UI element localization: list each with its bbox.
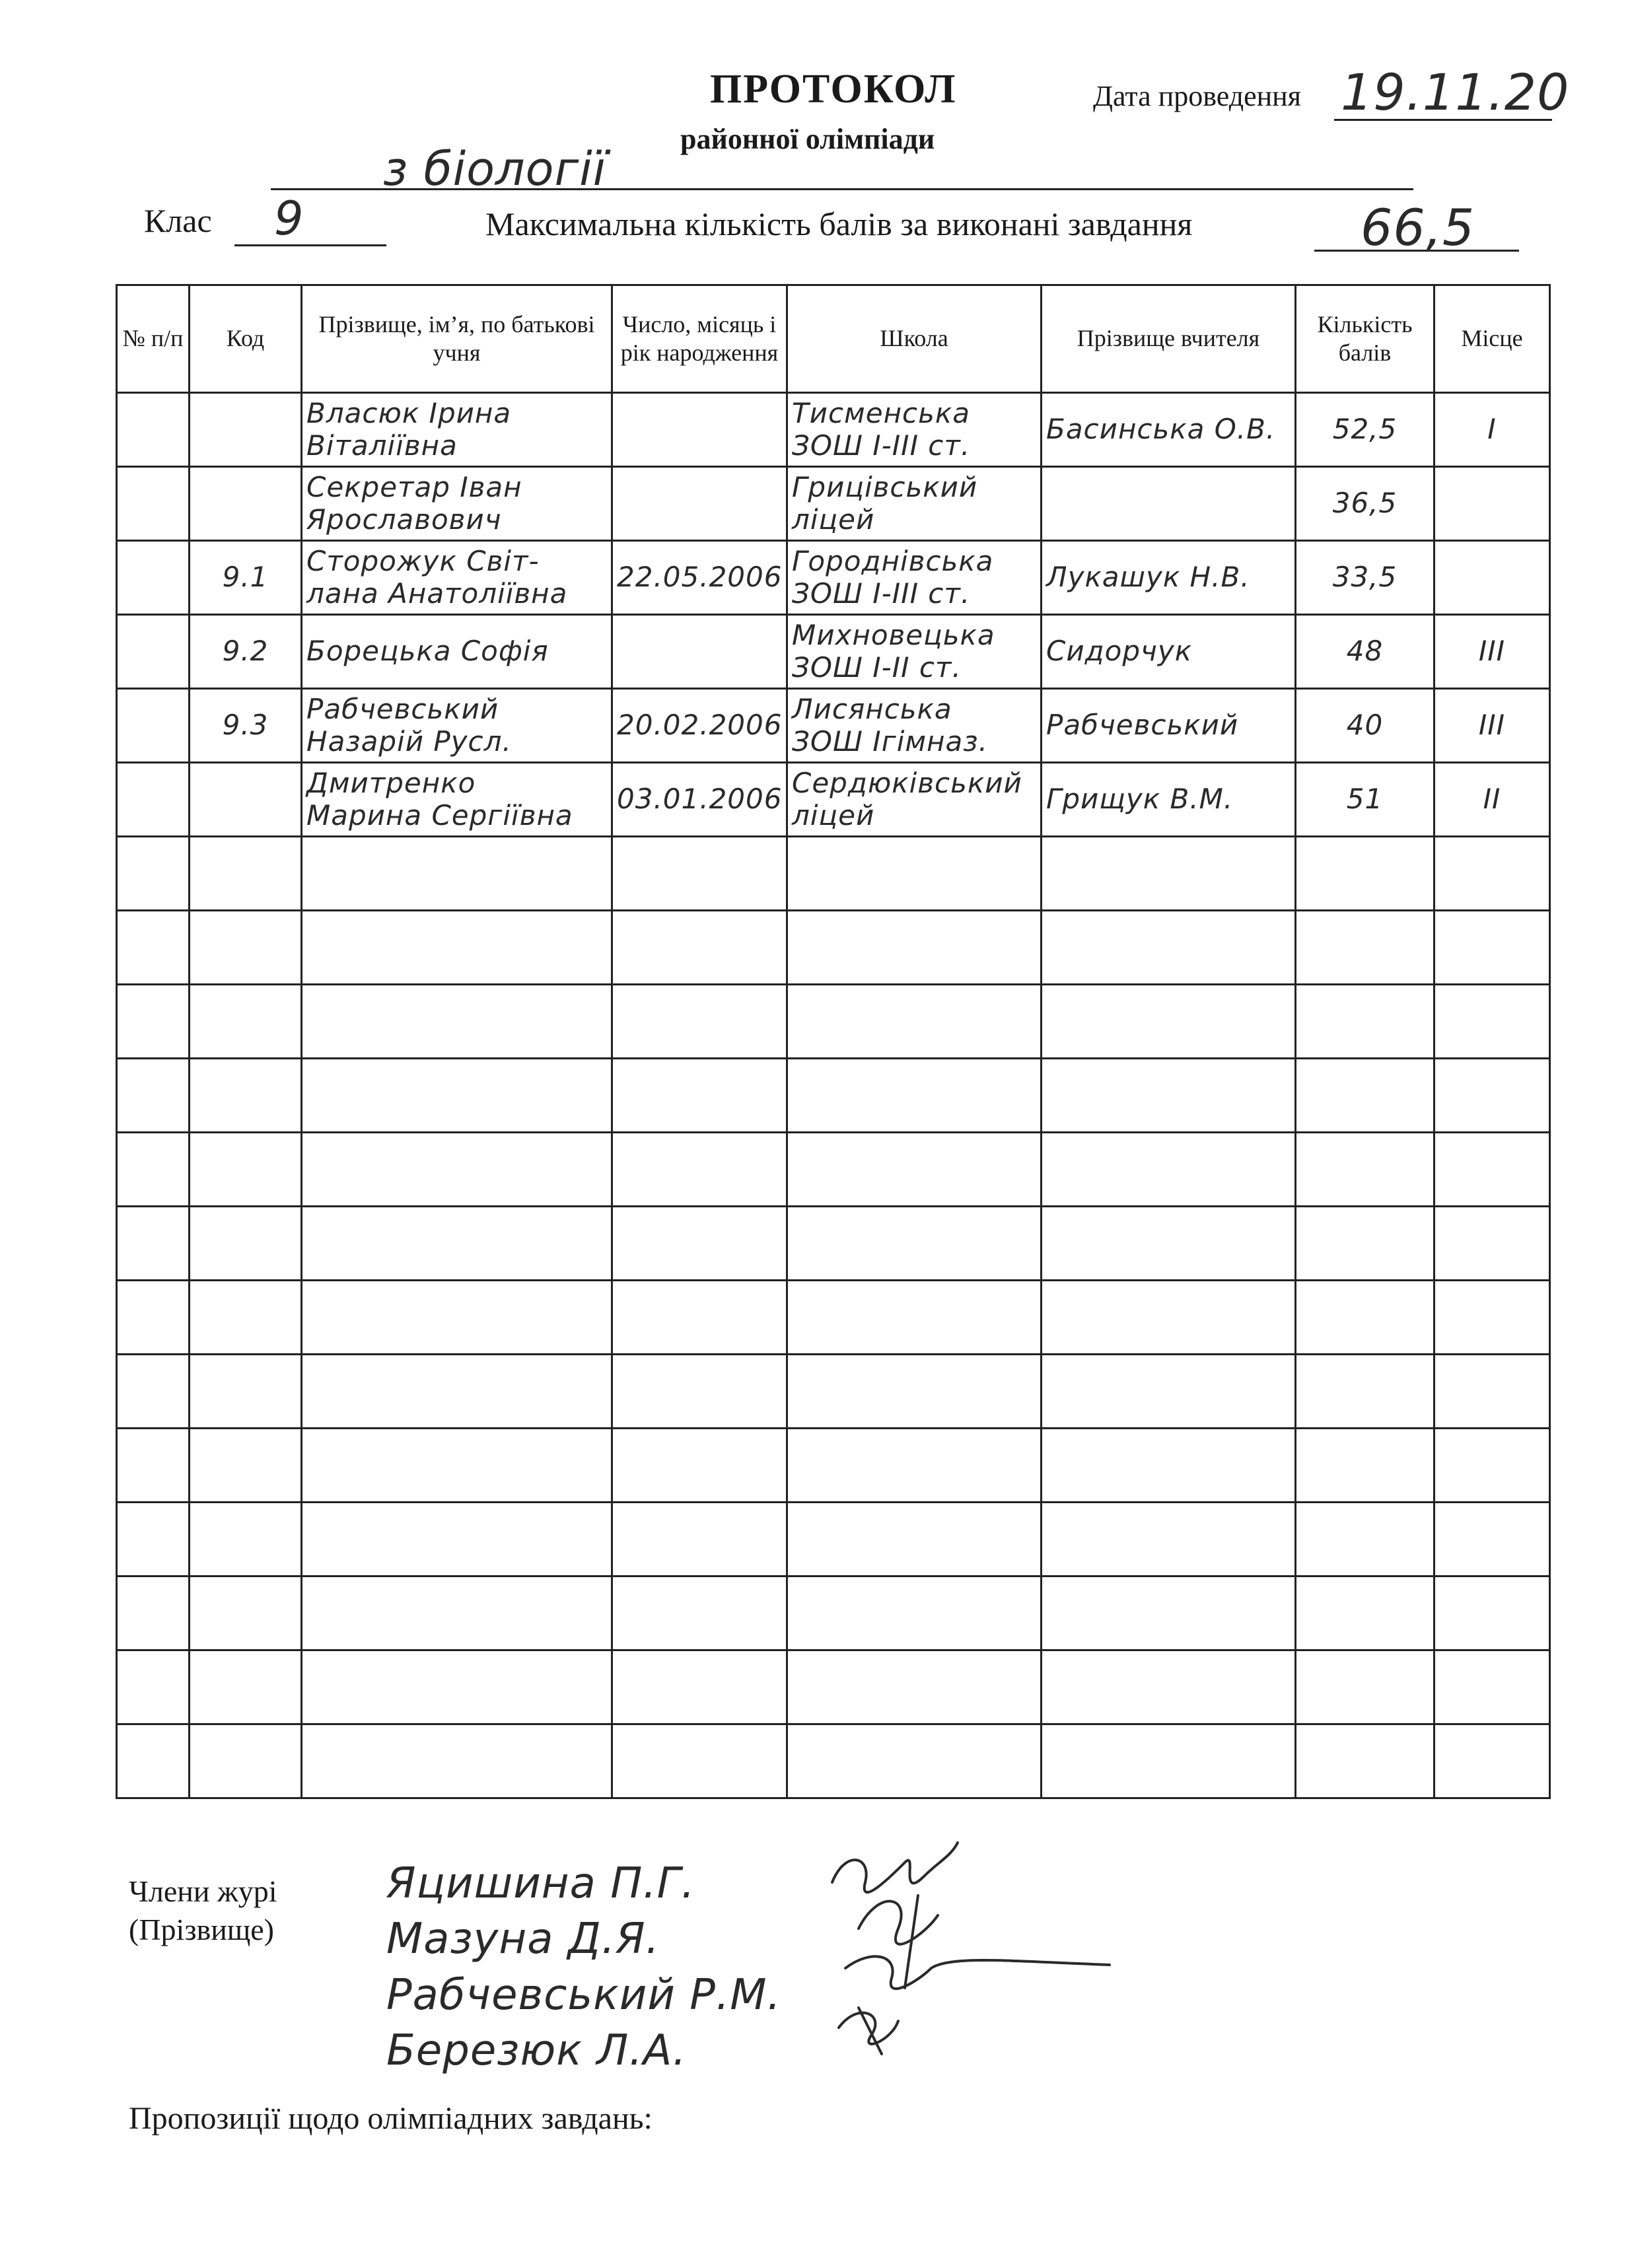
empty-cell — [1435, 911, 1550, 985]
empty-cell — [1296, 1207, 1435, 1281]
empty-cell — [787, 1059, 1042, 1133]
date-value: 19.11.20 — [1341, 63, 1570, 122]
jury-name: Яцишина П.Г. — [386, 1859, 695, 1908]
empty-table-row — [117, 837, 1550, 911]
empty-cell — [302, 1207, 612, 1281]
empty-cell — [1042, 985, 1296, 1059]
cell-school-line1: Сердюківський — [792, 767, 1022, 800]
cell-score: 48 — [1296, 615, 1435, 689]
empty-table-row — [117, 1133, 1550, 1207]
cell-name-line2: Віталіївна — [306, 429, 458, 462]
empty-cell — [787, 1281, 1042, 1355]
empty-table-row — [117, 985, 1550, 1059]
cell-name — [302, 763, 612, 837]
empty-cell — [787, 985, 1042, 1059]
table-row — [117, 541, 1550, 615]
cell-teacher — [1042, 467, 1296, 541]
empty-cell — [612, 985, 787, 1059]
empty-table-row — [117, 1650, 1550, 1724]
cell-place: I — [1435, 393, 1550, 467]
empty-cell — [1435, 1281, 1550, 1355]
cell-num — [117, 393, 190, 467]
cell-school-line1: Городнівська — [792, 545, 994, 578]
cell-school-line2: ЗОШ І-ІІІ ст. — [792, 429, 971, 462]
empty-cell — [787, 1207, 1042, 1281]
header-teacher: Прізвище вчителя — [1042, 285, 1296, 393]
table-header-row — [117, 285, 1550, 393]
cell-place: III — [1435, 615, 1550, 689]
empty-cell — [302, 837, 612, 911]
empty-cell — [1042, 1503, 1296, 1577]
date-label: Дата проведення — [1093, 80, 1301, 112]
cell-school — [787, 467, 1042, 541]
header-code: Код — [190, 285, 302, 393]
header-place: Місце — [1435, 285, 1550, 393]
empty-cell — [1042, 1355, 1296, 1429]
cell-teacher: Басинська О.В. — [1042, 393, 1296, 467]
empty-cell — [1042, 1059, 1296, 1133]
empty-cell — [1435, 1207, 1550, 1281]
table-row — [117, 467, 1550, 541]
empty-table-row — [117, 1503, 1550, 1577]
cell-name-line1: Сторожук Світ- — [306, 545, 540, 578]
cell-school-line1: Лисянська — [792, 693, 952, 726]
empty-cell — [1296, 911, 1435, 985]
empty-cell — [117, 985, 190, 1059]
cell-name-line1: Рабчевський — [306, 693, 499, 726]
empty-cell — [1435, 1724, 1550, 1798]
empty-cell — [1042, 911, 1296, 985]
empty-cell — [190, 1503, 302, 1577]
empty-cell — [1435, 1133, 1550, 1207]
empty-cell — [1296, 985, 1435, 1059]
empty-cell — [190, 1281, 302, 1355]
empty-cell — [1042, 837, 1296, 911]
empty-cell — [190, 1429, 302, 1503]
cell-name — [302, 467, 612, 541]
cell-score: 33,5 — [1296, 541, 1435, 615]
empty-cell — [190, 1577, 302, 1650]
empty-cell — [787, 837, 1042, 911]
cell-code — [190, 763, 302, 837]
empty-cell — [1435, 837, 1550, 911]
cell-school-line1: Михновецька — [792, 619, 995, 652]
cell-school-line2: ЗОШ І-ІІІ ст. — [792, 577, 971, 610]
empty-cell — [1435, 1650, 1550, 1724]
empty-cell — [612, 1650, 787, 1724]
signature-4 — [839, 2008, 898, 2054]
cell-school — [787, 393, 1042, 467]
class-underline — [234, 244, 386, 246]
empty-cell — [1042, 1577, 1296, 1650]
empty-cell — [1042, 1133, 1296, 1207]
cell-name-line1: Секретар Іван — [306, 471, 522, 504]
empty-cell — [1296, 1133, 1435, 1207]
cell-name-line2: Ярославович — [306, 503, 502, 536]
empty-table-row — [117, 1059, 1550, 1133]
empty-table-row — [117, 1429, 1550, 1503]
header-score: Кількість балів — [1296, 285, 1435, 393]
empty-cell — [1296, 1281, 1435, 1355]
cell-teacher: Сидорчук — [1042, 615, 1296, 689]
jury-label: Члени журі — [129, 1874, 277, 1908]
table-row — [117, 615, 1550, 689]
empty-cell — [1296, 1724, 1435, 1798]
empty-cell — [1435, 1059, 1550, 1133]
cell-num — [117, 615, 190, 689]
empty-cell — [302, 1429, 612, 1503]
empty-cell — [190, 1133, 302, 1207]
cell-place — [1435, 541, 1550, 615]
empty-cell — [117, 911, 190, 985]
empty-cell — [1042, 1429, 1296, 1503]
cell-dob — [612, 615, 787, 689]
empty-cell — [612, 1724, 787, 1798]
subject-value: з біології — [383, 142, 607, 196]
table-row — [117, 689, 1550, 763]
signature-3 — [845, 1956, 1110, 1989]
empty-cell — [1435, 985, 1550, 1059]
cell-code — [190, 393, 302, 467]
empty-cell — [1435, 1429, 1550, 1503]
empty-cell — [302, 1503, 612, 1577]
proposals-label: Пропозиції щодо олімпіадних завдань: — [129, 2101, 653, 2136]
page-subtitle: районної олімпіади — [680, 123, 935, 155]
cell-code: 9.1 — [190, 541, 302, 615]
cell-dob — [612, 467, 787, 541]
cell-place — [1435, 467, 1550, 541]
cell-name-line1: Власюк Ірина — [306, 397, 512, 430]
empty-cell — [190, 1650, 302, 1724]
jury-names — [386, 1856, 781, 2079]
cell-school-line1: Тисменська — [792, 397, 970, 430]
empty-cell — [302, 1059, 612, 1133]
signature-1 — [832, 1843, 958, 1892]
cell-name — [302, 393, 612, 467]
cell-score: 36,5 — [1296, 467, 1435, 541]
empty-cell — [612, 1429, 787, 1503]
header-name: Прізвище, ім’я, по батькові учня — [302, 285, 612, 393]
jury-sublabel: (Прізвище) — [129, 1912, 274, 1946]
empty-cell — [612, 1059, 787, 1133]
cell-dob: 22.05.2006 — [612, 541, 787, 615]
page-title: ПРОТОКОЛ — [710, 67, 957, 112]
empty-cell — [1042, 1207, 1296, 1281]
empty-cell — [612, 1133, 787, 1207]
class-label: Клас — [144, 202, 212, 239]
empty-cell — [1296, 1355, 1435, 1429]
empty-cell — [302, 1355, 612, 1429]
jury-signatures — [819, 1836, 1123, 2061]
header-school: Школа — [787, 285, 1042, 393]
class-value: 9 — [274, 192, 304, 246]
empty-cell — [302, 1650, 612, 1724]
cell-name-line1: Борецька Софія — [306, 635, 549, 668]
empty-cell — [117, 1207, 190, 1281]
cell-school — [787, 615, 1042, 689]
cell-dob: 20.02.2006 — [612, 689, 787, 763]
empty-cell — [1296, 1577, 1435, 1650]
empty-cell — [612, 1281, 787, 1355]
empty-cell — [190, 911, 302, 985]
empty-cell — [1042, 1650, 1296, 1724]
cell-teacher: Рабчевський — [1042, 689, 1296, 763]
cell-place: III — [1435, 689, 1550, 763]
empty-cell — [612, 911, 787, 985]
cell-name — [302, 689, 612, 763]
empty-table-row — [117, 1577, 1550, 1650]
empty-cell — [787, 1429, 1042, 1503]
empty-cell — [302, 1577, 612, 1650]
cell-school-line2: ліцей — [792, 503, 875, 536]
empty-cell — [302, 1281, 612, 1355]
empty-cell — [612, 1577, 787, 1650]
header-dob: Число, місяць і рік народження — [612, 285, 787, 393]
table-row — [117, 393, 1550, 467]
empty-cell — [787, 1577, 1042, 1650]
cell-score: 51 — [1296, 763, 1435, 837]
jury-name: Рабчевський Р.М. — [386, 1970, 781, 2020]
jury-name: Березюк Л.А. — [386, 2026, 687, 2076]
empty-cell — [190, 1724, 302, 1798]
cell-code: 9.3 — [190, 689, 302, 763]
empty-cell — [117, 1281, 190, 1355]
empty-cell — [117, 1133, 190, 1207]
cell-name — [302, 541, 612, 615]
cell-num — [117, 763, 190, 837]
empty-cell — [1296, 1429, 1435, 1503]
empty-cell — [612, 1207, 787, 1281]
empty-cell — [787, 1503, 1042, 1577]
cell-num — [117, 467, 190, 541]
empty-cell — [117, 837, 190, 911]
empty-cell — [787, 1133, 1042, 1207]
empty-cell — [1296, 1059, 1435, 1133]
empty-cell — [302, 1133, 612, 1207]
empty-cell — [612, 1503, 787, 1577]
empty-cell — [190, 837, 302, 911]
max-score-value: 66,5 — [1361, 198, 1475, 257]
empty-cell — [612, 1355, 787, 1429]
cell-place: II — [1435, 763, 1550, 837]
empty-table-row — [117, 1355, 1550, 1429]
empty-cell — [1296, 1650, 1435, 1724]
empty-cell — [117, 1724, 190, 1798]
empty-cell — [302, 911, 612, 985]
empty-cell — [1435, 1577, 1550, 1650]
cell-school — [787, 689, 1042, 763]
empty-cell — [117, 1355, 190, 1429]
empty-cell — [302, 985, 612, 1059]
cell-name-line2: лана Анатоліївна — [306, 577, 568, 610]
empty-cell — [1296, 1503, 1435, 1577]
empty-cell — [190, 1207, 302, 1281]
cell-name-line2: Марина Сергіївна — [306, 798, 573, 832]
results-table — [116, 284, 1551, 1799]
cell-code: 9.2 — [190, 615, 302, 689]
cell-dob — [612, 393, 787, 467]
cell-school-line2: ЗОШ І-ІІ ст. — [792, 651, 962, 684]
empty-table-row — [117, 1281, 1550, 1355]
header-num: № п/п — [117, 285, 190, 393]
empty-cell — [787, 911, 1042, 985]
cell-dob: 03.01.2006 — [612, 763, 787, 837]
cell-teacher: Лукашук Н.В. — [1042, 541, 1296, 615]
cell-school — [787, 541, 1042, 615]
cell-school — [787, 763, 1042, 837]
jury-label-block — [129, 1872, 277, 1948]
cell-score: 52,5 — [1296, 393, 1435, 467]
empty-cell — [1042, 1281, 1296, 1355]
empty-cell — [1042, 1724, 1296, 1798]
empty-cell — [117, 1059, 190, 1133]
empty-cell — [117, 1577, 190, 1650]
empty-cell — [1296, 837, 1435, 911]
cell-num — [117, 689, 190, 763]
empty-table-row — [117, 1724, 1550, 1798]
empty-cell — [1435, 1355, 1550, 1429]
empty-cell — [117, 1429, 190, 1503]
cell-teacher: Грищук В.М. — [1042, 763, 1296, 837]
table-row — [117, 763, 1550, 837]
empty-table-row — [117, 1207, 1550, 1281]
cell-num — [117, 541, 190, 615]
empty-cell — [612, 837, 787, 911]
max-score-label: Максимальна кількість балів за виконані завдання — [485, 205, 1193, 242]
empty-cell — [787, 1724, 1042, 1798]
jury-name: Мазуна Д.Я. — [386, 1915, 660, 1964]
empty-cell — [787, 1355, 1042, 1429]
cell-school-line2: ЗОШ Ігімназ. — [792, 725, 988, 758]
cell-code — [190, 467, 302, 541]
empty-cell — [190, 1059, 302, 1133]
cell-school-line2: ліцей — [792, 798, 875, 832]
results-body — [117, 393, 1550, 1798]
empty-cell — [117, 1650, 190, 1724]
empty-cell — [190, 985, 302, 1059]
cell-name — [302, 615, 612, 689]
cell-name-line1: Дмитренко — [306, 767, 476, 800]
empty-cell — [302, 1724, 612, 1798]
cell-name-line2: Назарій Русл. — [306, 725, 512, 758]
empty-cell — [117, 1503, 190, 1577]
empty-cell — [787, 1650, 1042, 1724]
empty-table-row — [117, 911, 1550, 985]
cell-score: 40 — [1296, 689, 1435, 763]
empty-cell — [1435, 1503, 1550, 1577]
cell-school-line1: Грицівський — [792, 471, 978, 504]
empty-cell — [190, 1355, 302, 1429]
